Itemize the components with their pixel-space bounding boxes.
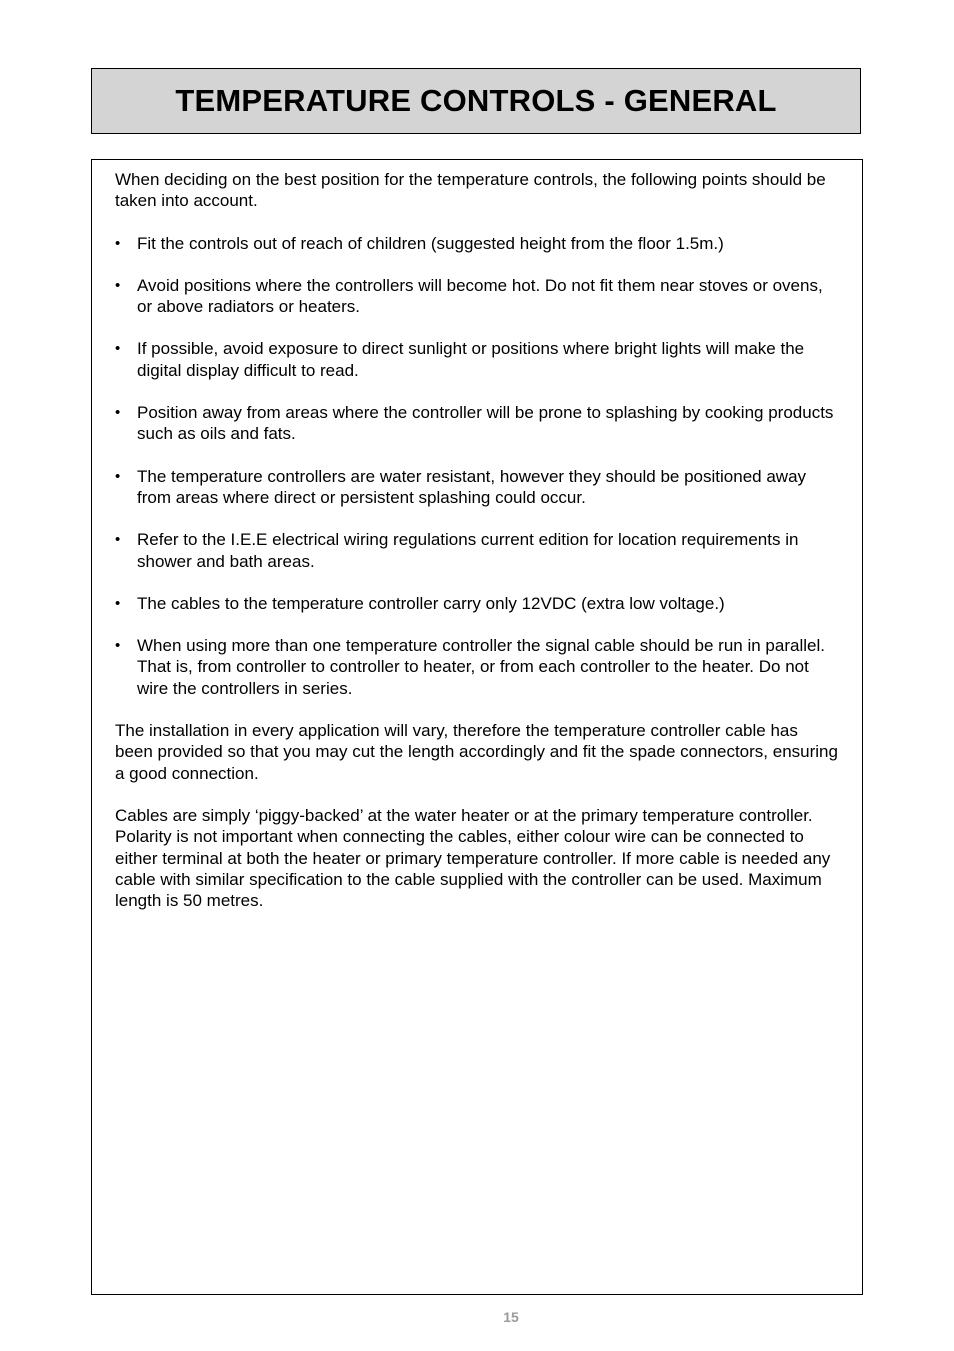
list-item [115, 593, 838, 614]
cables-paragraph: Cables are simply ‘piggy-backed’ at the water heater or at the primary temperature controller. Polarity is not important when connecting the cables, either colour wire can be connected to either terminal at both the heater or primary temperature controller. If more cable is needed any cable with similar specification to the cable supplied with the controller can be used. Maximum length is 50 metres. [115, 805, 831, 911]
list-item-text: When using more than one temperature controller the signal cable should be run in parallel. That is, from controller to controller to heater, or from each controller to the heater. Do not wire the controllers in series. [137, 636, 825, 698]
list-item [115, 466, 838, 509]
list-item-text: Fit the controls out of reach of children (suggested height from the floor 1.5m.) [137, 233, 724, 253]
bullet-icon: • [115, 234, 121, 252]
list-item [115, 338, 838, 381]
bullet-icon: • [115, 404, 121, 422]
title-banner [91, 68, 861, 134]
list-item [115, 233, 838, 254]
bullet-icon: • [115, 276, 121, 294]
list-item-text: Refer to the I.E.E electrical wiring regulations current edition for location requirements in shower and bath areas. [137, 530, 799, 571]
guidelines-list [115, 233, 838, 699]
list-item-text: The cables to the temperature controller carry only 12VDC (extra low voltage.) [137, 593, 725, 613]
list-item-text: The temperature controllers are water resistant, however they should be positioned away from areas where direct or persistent splashing could occur. [137, 466, 807, 507]
list-item-text: Avoid positions where the controllers will become hot. Do not fit them near stoves or ovens, or above radiators or heaters. [137, 275, 823, 317]
installation-paragraph: The installation in every application will vary, therefore the temperature controller cable has been provided so that you may cut the length accordingly and fit the spade connectors, ensuring a good connection. [115, 721, 838, 783]
bullet-icon: • [115, 594, 121, 612]
bullet-icon: • [115, 467, 121, 485]
list-item-text: Position away from areas where the controller will be prone to splashing by cooking products such as oils and fats. [137, 403, 834, 444]
bullet-icon: • [115, 340, 121, 358]
list-item [115, 529, 838, 572]
list-item [115, 275, 838, 318]
list-item [115, 635, 838, 699]
page-title: TEMPERATURE CONTROLS - GENERAL [175, 83, 777, 118]
page-number: 15 [503, 1309, 519, 1325]
list-item-text: If possible, avoid exposure to direct sunlight or positions where bright lights will make the digital display difficult to read. [137, 339, 805, 380]
bullet-icon: • [115, 637, 121, 655]
bullet-icon: • [115, 531, 121, 549]
intro-paragraph: When deciding on the best position for the temperature controls, the following points should be taken into account. [115, 170, 826, 211]
content-panel [91, 159, 863, 1295]
list-item [115, 402, 838, 445]
